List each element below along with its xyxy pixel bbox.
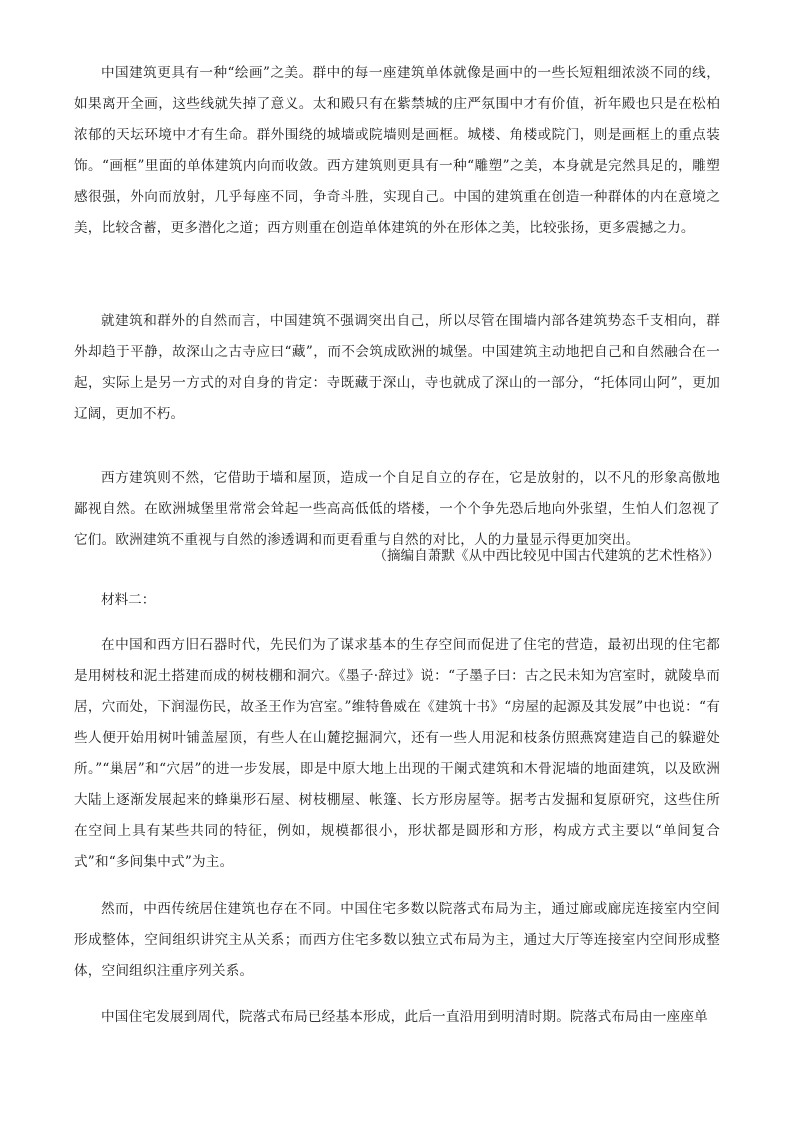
paragraph-stone-age-dwellings: 在中国和西方旧石器时代，先民们为了谋求基本的生存空间而促进了住宅的营造，最初出现的住宅都是用树枝和泥土搭建而成的树枝棚和洞穴。《墨子·辞过》说：“子墨子曰：古之民未知为宫室时，就陵阜而居，穴而处，下润湿伤民，故圣王作为宫室。”维特鲁威在《建筑十书》“房屋的起源及其发展”中也说：“有些人便开始用树叶铺盖屋顶，有些人在山麓挖掘洞穴，还有一些人用泥和枝条仿照燕窝建造自己的躲避处所。”“巢居”和“穴居”的进一步发展，即是中原大地上出现的干阑式建筑和木骨泥墙的地面建筑，以及欧洲大陆上逐渐发展起来的蜂巢形石屋、树枝棚屋、帐篷、长方形房屋等。据考古发掘和复原研究，这些住所在空间上具有某些共同的特征，例如，规模都很小，形状都是圆形和方形，构成方式主要以“单间复合式”和“多间集中式”为主。 xyxy=(74,637,720,870)
paragraph-differences: 然而，中西传统居住建筑也存在不同。中国住宅多数以院落式布局为主，通过廊或廊庑连接室内空间形成整体，空间组织讲究主从关系；而西方住宅多数以独立式布局为主，通过大厅等连接室内空间形成整体，空间组织注重序列关系。 xyxy=(74,901,720,979)
paragraph-nature-relation: 就建筑和群外的自然而言，中国建筑不强调突出自己，所以尽管在围墙内部各建筑势态千支相向，群外却趋于平静，故深山之古寺应曰“藏”，而不会筑成欧洲的城堡。中国建筑主动地把自己和自然融合在一起，实际上是另一方式的对自身的肯定：寺既藏于深山，寺也就成了深山的一部分，“托体同山阿”，更加辽阔，更加不朽。 xyxy=(74,313,720,422)
paragraph-western-architecture: 西方建筑则不然，它借助于墙和屋顶，造成一个自足自立的存在，它是放射的，以不凡的形象高傲地鄙视自然。在欧洲城堡里常常会耸起一些高高低低的塔楼，一个个争先恐后地向外张望，生怕人们忽视了它们。欧洲建筑不重视与自然的渗透调和而更看重与自然的对比，人的力量显示得更加突出。 xyxy=(74,470,720,548)
paragraph-painting-beauty: 中国建筑更具有一种“绘画”之美。群中的每一座建筑单体就像是画中的一些长短粗细浓淡不同的线，如果离开全画，这些线就失掉了意义。太和殿只有在紫禁城的庄严氛围中才有价值，祈年殿也只是在松柏浓郁的天坛环境中才有生命。群外围绕的城墙或院墙则是画框。城楼、角楼或院门，则是画框上的重点装饰。“画框”里面的单体建筑内向而收敛。西方建筑则更具有一种“雕塑”之美，本身就是完然具足的，雕塑感很强，外向而放射，几乎每座不同，争奇斗胜，实现自己。中国的建筑重在创造一种群体的内在意境之美，比较含蓄，更多潜化之道；西方则重在创造单体建筑的外在形体之美，比较张扬，更多震撼之力。 xyxy=(74,65,720,236)
source-citation: （摘编自萧默《从中西比较见中国古代建筑的艺术性格》） xyxy=(373,548,720,564)
paragraph-zhou-dynasty: 中国住宅发展到周代，院落式布局已经基本形成，此后一直沿用到明清时期。院落式布局由一座座单 xyxy=(101,1009,708,1025)
section-heading-material-two: 材料二： xyxy=(101,592,156,608)
